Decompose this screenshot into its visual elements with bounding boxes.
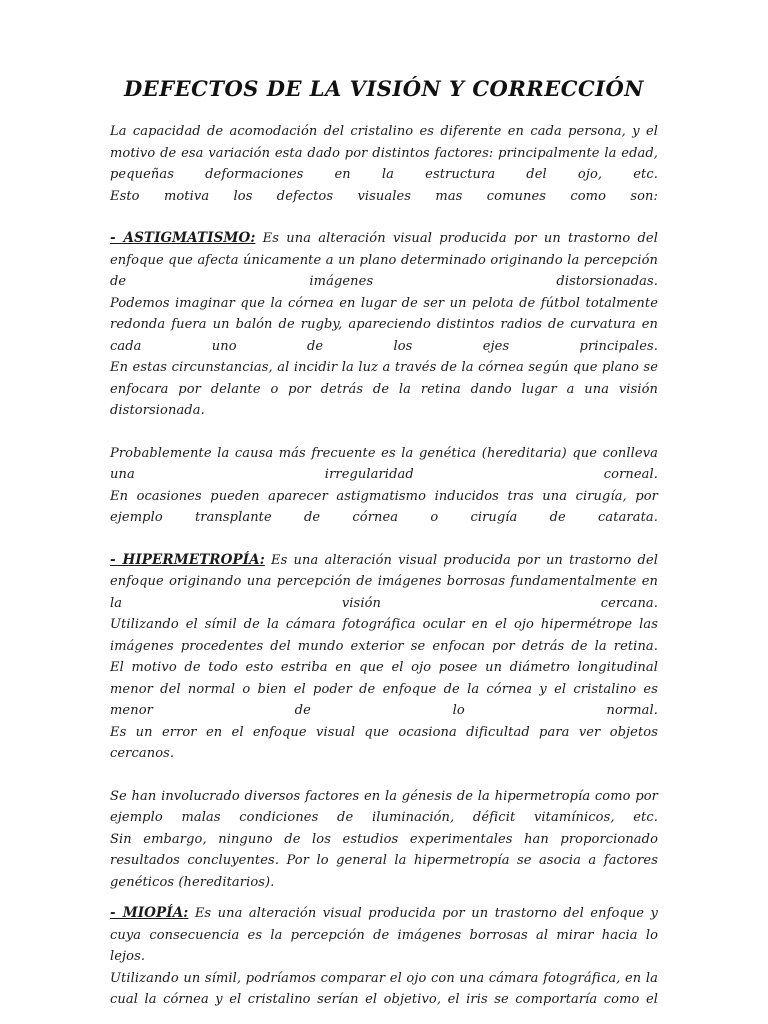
astigmatismo-line: distorsionada. <box>110 403 205 418</box>
hipermetropia-heading: - HIPERMETROPÍA: <box>110 551 265 568</box>
miopia-line: cual la córnea y el cristalino serían el objetivo, el iris se comportaría como el <box>110 992 658 1007</box>
hipermetropia-line: Es una alteración visual producida por un trastorno del <box>264 552 658 568</box>
astigmatismo-causes-line: ejemplo transplante de córnea o cirugía de catarata. <box>110 510 658 525</box>
astigmatismo-line: enfocara por delante o por detrás de la retina dando lugar a una visión <box>110 381 658 397</box>
hipermetropia-line: menor del normal o bien el poder de enfoque de la córnea y el cristalino es <box>110 681 658 697</box>
astigmatismo-heading: - ASTIGMATISMO: <box>110 230 256 246</box>
hipermetropia-first-line <box>110 550 658 572</box>
hipermetropia-line: Utilizando el símil de la cámara fotográfica ocular en el ojo hipermétrope las <box>110 617 658 632</box>
hipermetropia-paragraph <box>110 550 658 765</box>
document-title: DEFECTOS DE LA VISIÓN Y CORRECCIÓN <box>123 76 644 101</box>
miopia-line: Es una alteración visual producida por un trastorno del enfoque y <box>188 906 658 921</box>
astigmatismo-causes-paragraph <box>110 443 658 529</box>
hipermetropia-line: la visión cercana. <box>110 595 658 611</box>
hipermetropia-line: El motivo de todo esto estriba en que el ojo posee un diámetro longitudinal <box>110 660 658 675</box>
miopia-line: lejos. <box>110 949 146 964</box>
spacer <box>110 529 658 550</box>
hipermetropia-causes-paragraph <box>110 786 658 894</box>
astigmatismo-line: cada uno de los ejes principales. <box>110 338 658 354</box>
spacer <box>110 893 658 903</box>
miopia-heading: - MIOPÍA: <box>110 905 189 921</box>
hipermetropia-causes-line: Se han involucrado diversos factores en la génesis de la hipermetropía como por <box>110 788 658 804</box>
hipermetropia-line: enfoque originando una percepción de imágenes borrosas fundamentalmente en <box>110 574 658 589</box>
intro-line: pequeñas deformaciones en la estructura del ojo, etc. <box>110 167 658 182</box>
hipermetropia-causes-line: resultados concluyentes. Por lo general la hipermetropía se asocia a factores <box>110 853 658 868</box>
spacer <box>110 422 658 443</box>
intro-paragraph <box>110 121 658 207</box>
spacer <box>110 207 658 228</box>
astigmatismo-paragraph <box>110 228 658 422</box>
astigmatismo-line: En estas circunstancias, al incidir la luz a través de la córnea según que plano se <box>110 360 658 375</box>
hipermetropia-line: imágenes procedentes del mundo exterior se enfocan por detrás de la retina. <box>110 638 658 654</box>
intro-line: Esto motiva los defectos visuales mas comunes como son: <box>110 188 658 204</box>
hipermetropia-causes-line: ejemplo malas condiciones de iluminación, déficit vitamínicos, etc. <box>110 810 658 825</box>
miopia-line: Utilizando un símil, podríamos comparar el ojo con una cámara fotográfica, en la <box>110 970 658 986</box>
hipermetropia-causes-line: Sin embargo, ninguno de los estudios experimentales han proporcionado <box>110 831 658 847</box>
astigmatismo-causes-line: En ocasiones pueden aparecer astigmatismo inducidos tras una cirugía, por <box>110 488 658 504</box>
intro-line: La capacidad de acomodación del cristalino es diferente en cada persona, y el <box>110 124 658 139</box>
astigmatismo-line: Podemos imaginar que la córnea en lugar de ser un pelota de fútbol totalmente <box>110 295 658 311</box>
hipermetropia-causes-line: genéticos (hereditarios). <box>110 874 275 890</box>
astigmatismo-line: Es una alteración visual producida por un trastorno del <box>255 231 658 246</box>
miopia-line: cuya consecuencia es la percepción de imágenes borrosas al mirar hacia lo <box>110 927 658 943</box>
miopia-paragraph <box>110 903 658 1011</box>
hipermetropia-line: menor de lo normal. <box>110 703 658 718</box>
hipermetropia-line: Es un error en el enfoque visual que ocasiona dificultad para ver objetos <box>110 724 658 740</box>
hipermetropia-line: cercanos. <box>110 746 175 761</box>
astigmatismo-first-line <box>110 228 658 250</box>
astigmatismo-line: redonda fuera un balón de rugby, apareciendo distintos radios de curvatura en <box>110 317 658 332</box>
astigmatismo-line: de imágenes distorsionadas. <box>110 274 658 289</box>
astigmatismo-line: enfoque que afecta únicamente a un plano determinado originando la percepción <box>110 252 658 268</box>
astigmatismo-causes-line: una irregularidad corneal. <box>110 467 658 482</box>
miopia-first-line <box>110 903 658 925</box>
intro-line: motivo de esa variación esta dado por distintos factores: principalmente la edad, <box>110 145 658 161</box>
astigmatismo-causes-line: Probablemente la causa más frecuente es la genética (hereditaria) que conlleva <box>110 445 658 461</box>
spacer <box>110 765 658 786</box>
